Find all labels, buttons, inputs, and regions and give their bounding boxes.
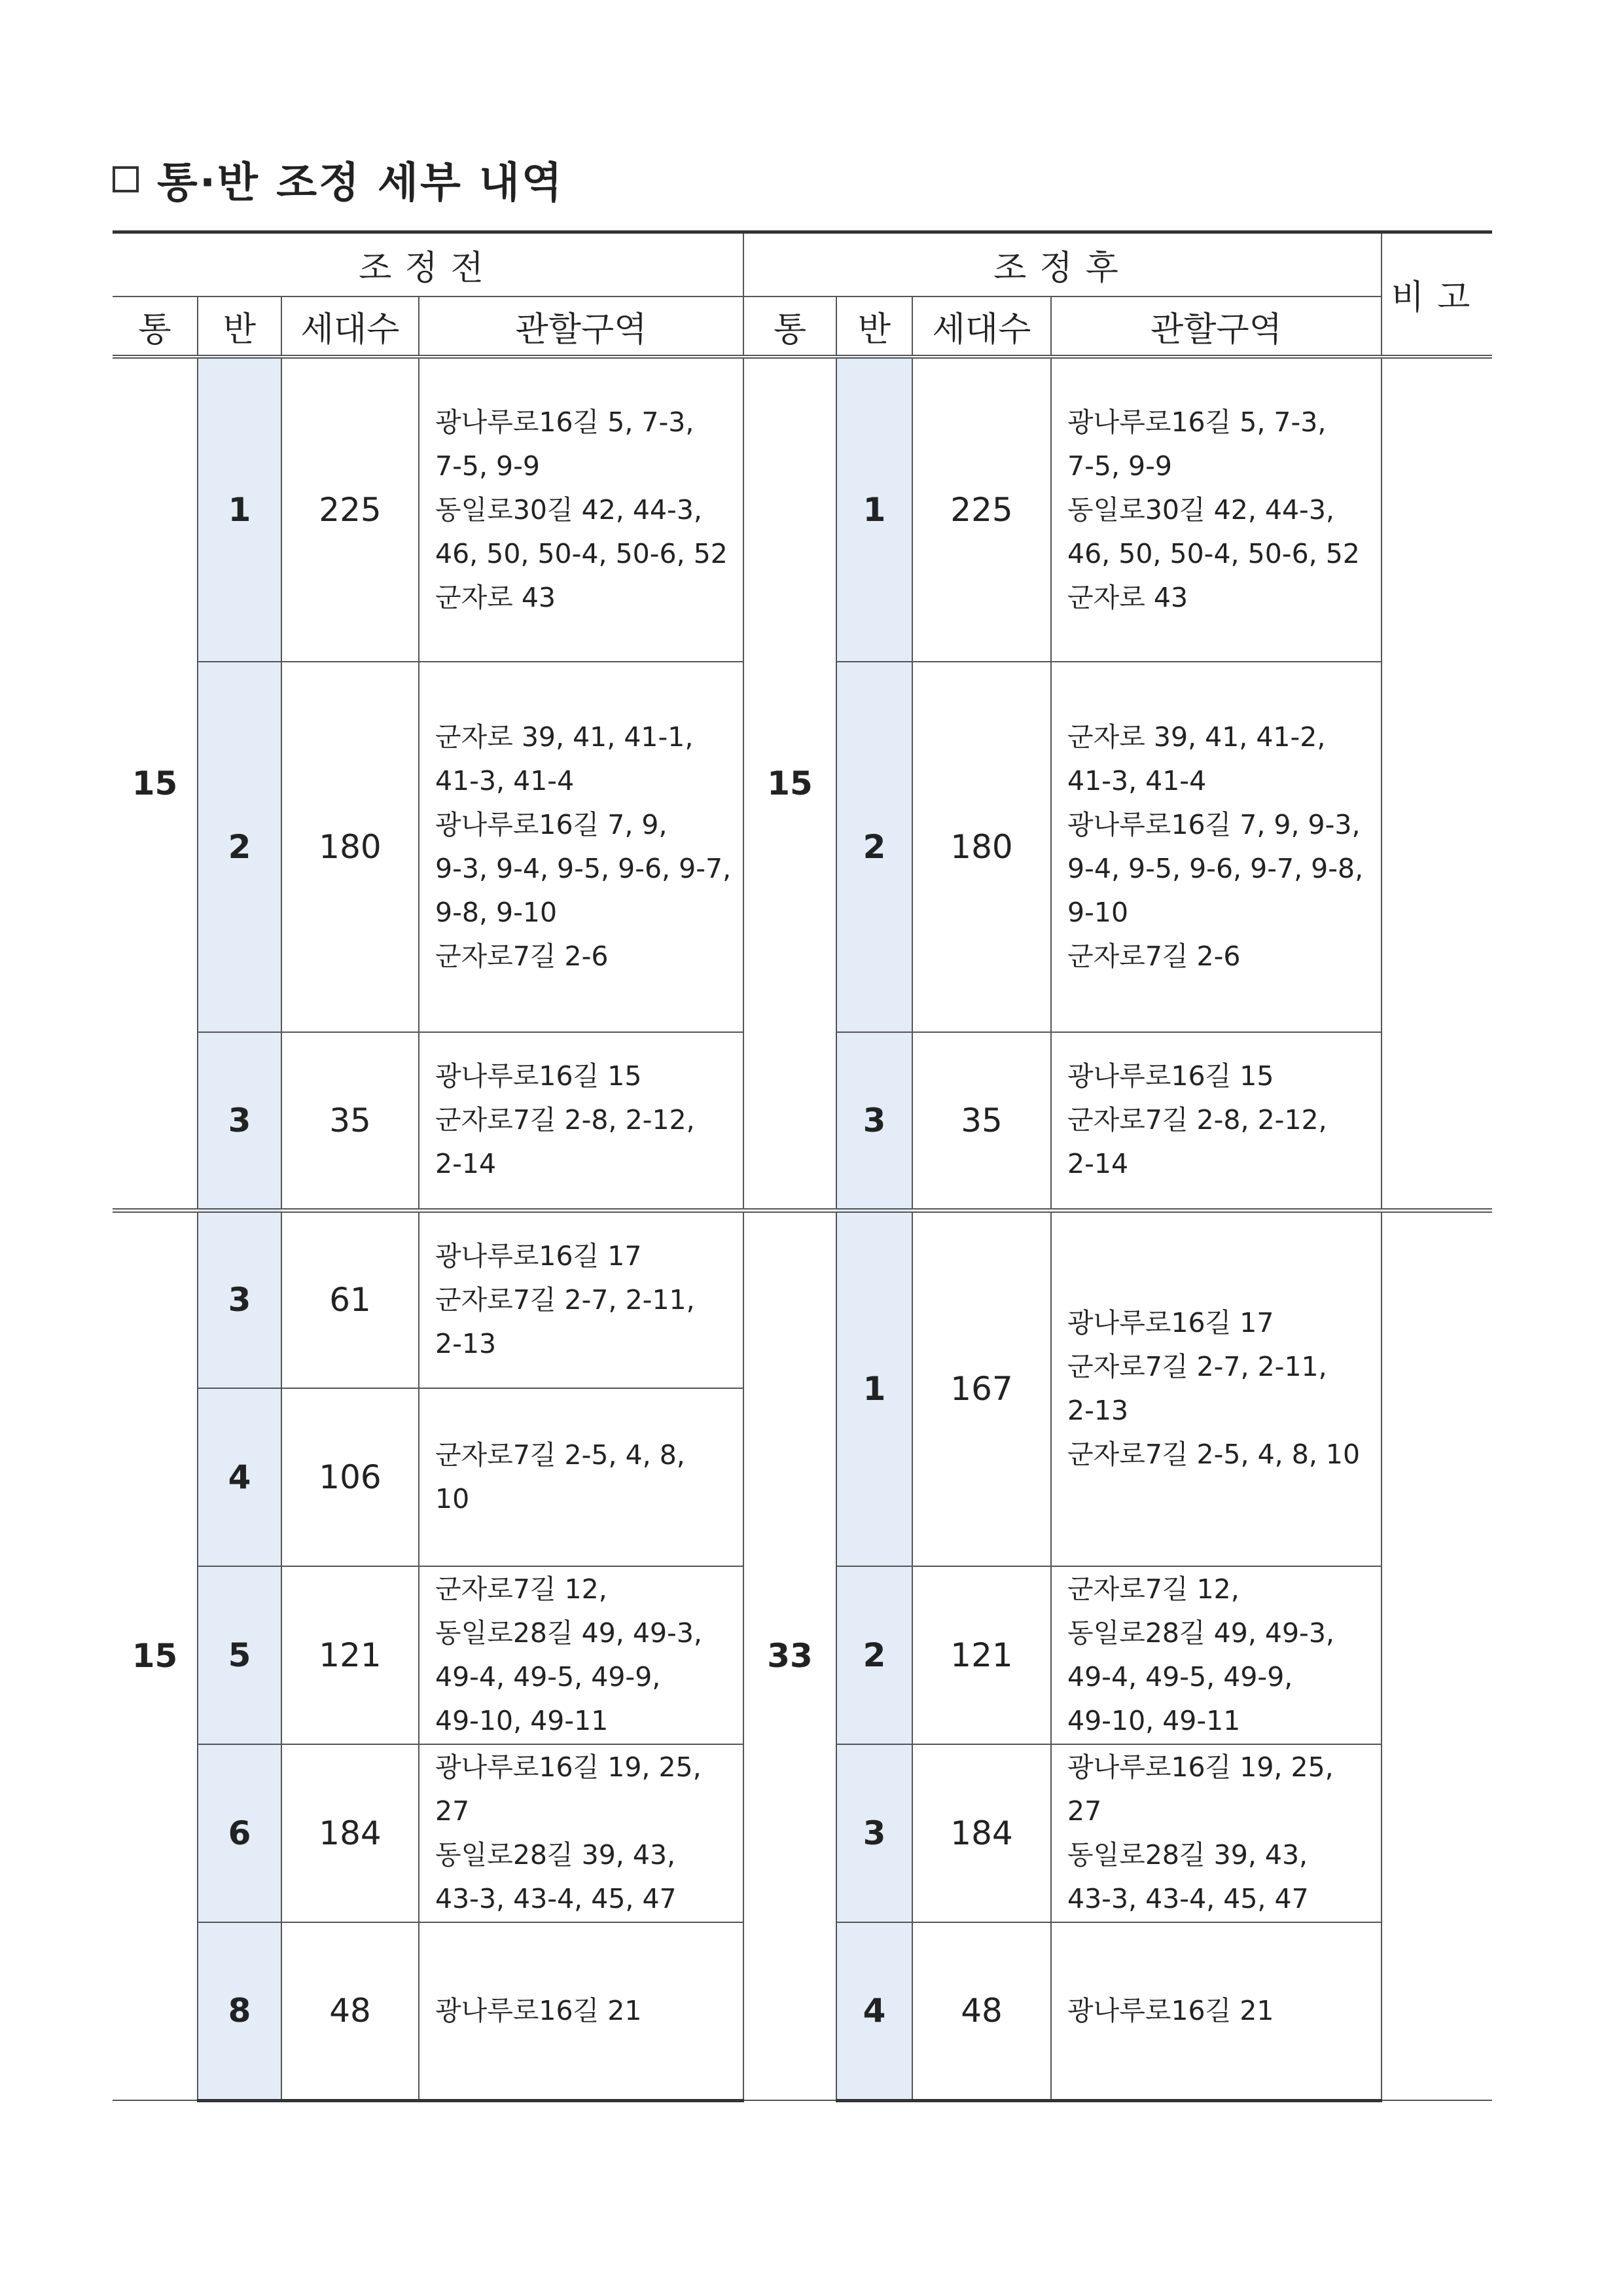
page-title-text: 통·반 조정 세부 내역 [157,159,564,207]
before-households: 184 [281,1744,419,1922]
after-tong: 15 [743,357,836,1210]
before-area: 군자로7길 12, 동일로28길 49, 49-3, 49-4, 49-5, 49-9, 49-10, 49-11 [419,1566,743,1744]
table-row [113,1210,1492,1299]
after-households: 35 [912,1032,1051,1210]
after-households: 225 [912,357,1051,662]
before-ban: 8 [198,1922,281,2100]
before-ban: 4 [198,1388,281,1566]
before-ban: 3 [198,1210,281,1388]
after-ban: 3 [836,1032,912,1210]
header-before-area: 관할구역 [419,296,743,357]
after-ban: 2 [836,1566,912,1744]
after-area: 군자로 39, 41, 41-2, 41-3, 41-4 광나루로16길 7, 9, 9-3, 9-4, 9-5, 9-6, 9-7, 9-8, 9-10 군자로7길 2-6 [1051,662,1382,1032]
page-title [113,149,564,209]
after-ban: 3 [836,1744,912,1922]
after-tong: 33 [743,1210,836,2100]
header-after-tong: 통 [743,296,836,357]
before-households: 121 [281,1566,419,1744]
header-before-households: 세대수 [281,296,419,357]
before-households: 35 [281,1032,419,1210]
remarks-cell [1382,357,1492,1210]
before-area: 광나루로16길 5, 7-3, 7-5, 9-9 동일로30길 42, 44-3, 46, 50, 50-4, 50-6, 52 군자로 43 [419,357,743,662]
after-ban: 2 [836,662,912,1032]
header-after-ban: 반 [836,296,912,357]
before-tong: 15 [113,1210,198,2100]
after-households: 48 [912,1922,1051,2100]
header-after: 조정후 [743,232,1382,297]
after-households: 167 [912,1210,1051,1566]
before-area: 광나루로16길 15 군자로7길 2-8, 2-12, 2-14 [419,1032,743,1210]
header-before: 조정전 [113,232,743,297]
after-area: 광나루로16길 15 군자로7길 2-8, 2-12, 2-14 [1051,1032,1382,1210]
before-area: 군자로 39, 41, 41-1, 41-3, 41-4 광나루로16길 7, 9, 9-3, 9-4, 9-5, 9-6, 9-7, 9-8, 9-10 군자로7길 2-6 [419,662,743,1032]
after-ban: 4 [836,1922,912,2100]
header-after-households: 세대수 [912,296,1051,357]
before-households: 61 [281,1210,419,1388]
remarks-cell [1382,1210,1492,2100]
before-area: 군자로7길 2-5, 4, 8, 10 [419,1388,743,1566]
after-area: 광나루로16길 19, 25, 27 동일로28길 39, 43, 43-3, 43-4, 45, 47 [1051,1744,1382,1922]
after-ban: 1 [836,357,912,662]
before-households: 48 [281,1922,419,2100]
after-households: 180 [912,662,1051,1032]
after-area: 광나루로16길 21 [1051,1922,1382,2100]
header-after-area: 관할구역 [1051,296,1382,357]
after-ban: 1 [836,1210,912,1566]
after-area: 군자로7길 12, 동일로28길 49, 49-3, 49-4, 49-5, 49-9, 49-10, 49-11 [1051,1566,1382,1744]
after-area: 광나루로16길 17 군자로7길 2-7, 2-11, 2-13 군자로7길 2-5, 4, 8, 10 [1051,1210,1382,1566]
before-area: 광나루로16길 19, 25, 27 동일로28길 39, 43, 43-3, 43-4, 45, 47 [419,1744,743,1922]
before-tong: 15 [113,357,198,1210]
before-ban: 2 [198,662,281,1032]
after-households: 121 [912,1566,1051,1744]
checkbox-square-icon [113,166,139,192]
table-row [113,357,1492,662]
before-households: 180 [281,662,419,1032]
header-before-ban: 반 [198,296,281,357]
after-households: 184 [912,1744,1051,1922]
before-ban: 6 [198,1744,281,1922]
header-remarks: 비고 [1382,232,1492,357]
after-area: 광나루로16길 5, 7-3, 7-5, 9-9 동일로30길 42, 44-3, 46, 50, 50-4, 50-6, 52 군자로 43 [1051,357,1382,662]
adjustment-table [113,230,1492,2102]
before-ban: 5 [198,1566,281,1744]
before-households: 225 [281,357,419,662]
header-before-tong: 통 [113,296,198,357]
before-area: 광나루로16길 17 군자로7길 2-7, 2-11, 2-13 [419,1210,743,1388]
before-households: 106 [281,1388,419,1566]
before-ban: 1 [198,357,281,662]
before-area: 광나루로16길 21 [419,1922,743,2100]
before-ban: 3 [198,1032,281,1210]
